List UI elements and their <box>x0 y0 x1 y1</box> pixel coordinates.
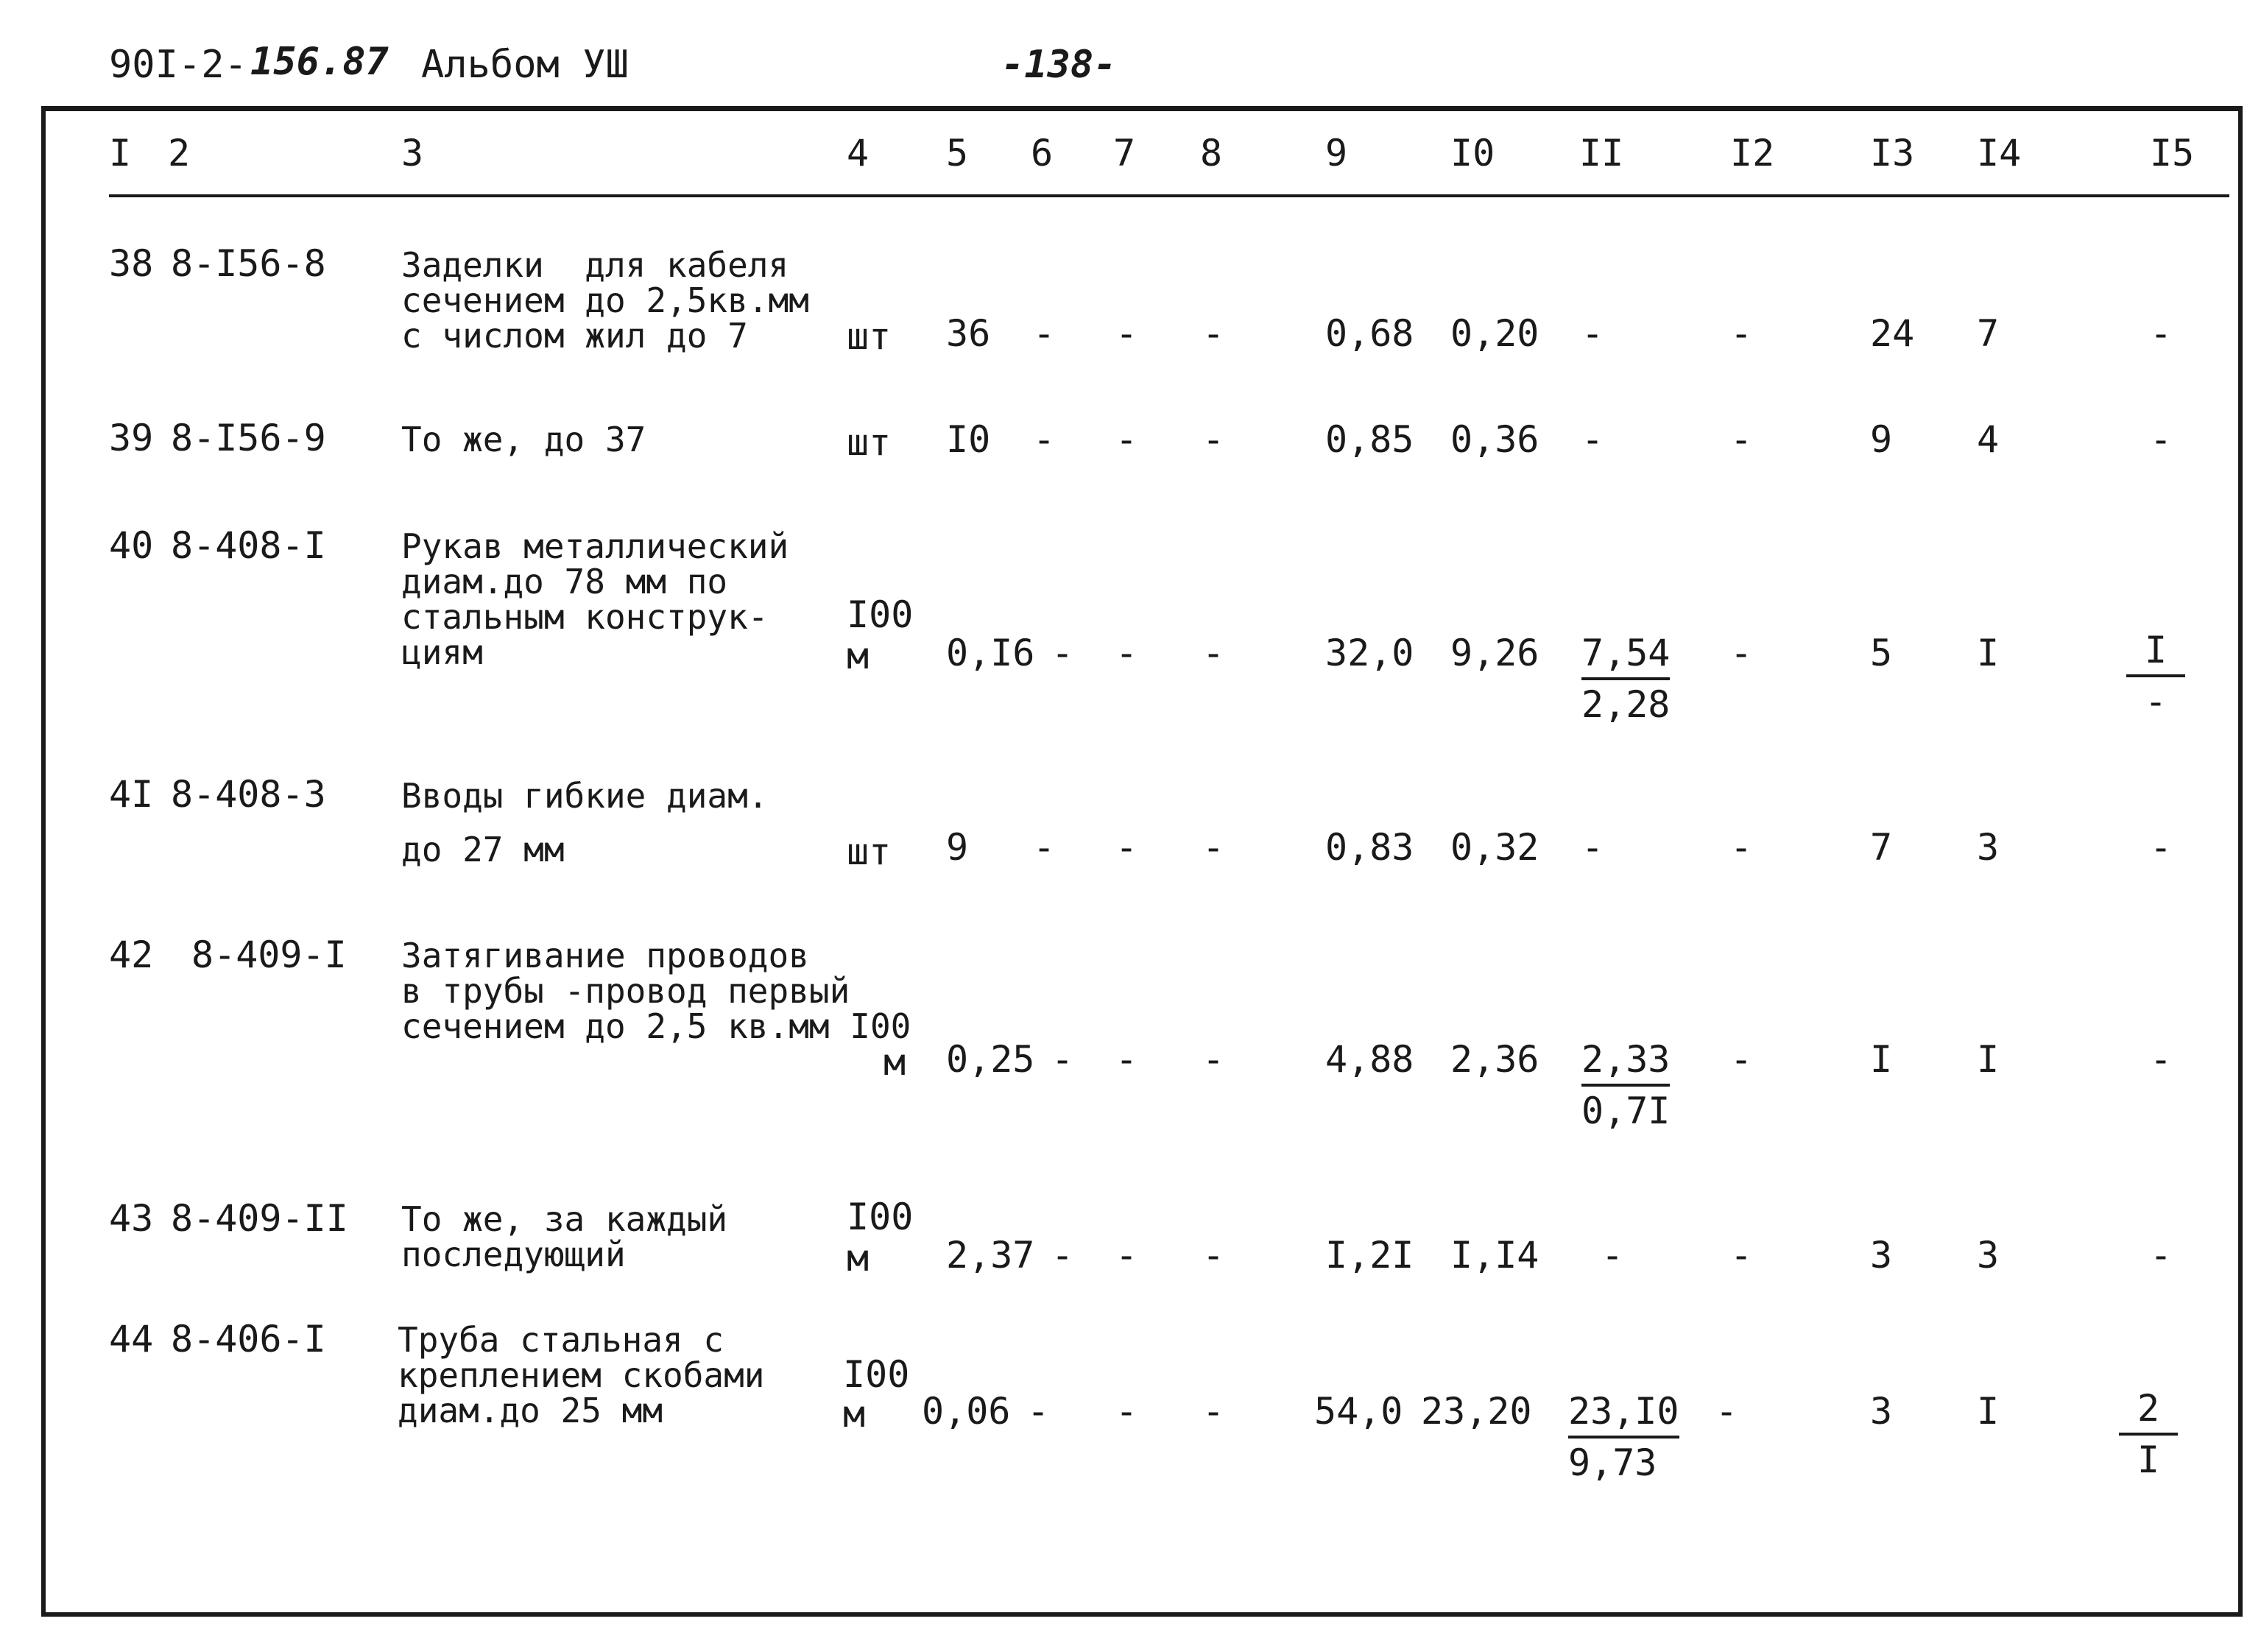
row-col15-fraction <box>2119 1387 2178 1481</box>
fraction-numerator: 2 <box>2119 1390 2178 1436</box>
row-col7: - <box>1115 1038 1138 1081</box>
row-unit: м <box>847 635 870 677</box>
row-col13: 24 <box>1870 312 1915 355</box>
row-description-line: То же, за каждый <box>401 1199 728 1239</box>
column-header-1: I <box>109 132 132 174</box>
row-col7: - <box>1115 312 1138 355</box>
fraction-numerator: 2,33 <box>1581 1041 1670 1087</box>
fraction-denominator: - <box>2144 680 2167 723</box>
column-header-5: 5 <box>946 132 969 174</box>
row-col13: I <box>1870 1038 1893 1081</box>
row-col13: 7 <box>1870 826 1893 869</box>
row-col13: 5 <box>1870 632 1893 674</box>
document-code: 90I-2- <box>109 43 247 87</box>
row-col11: - <box>1581 826 1604 869</box>
row-quantity: 36 <box>946 312 991 355</box>
row-col14: 3 <box>1977 826 2000 869</box>
row-col10: 0,32 <box>1450 826 1539 869</box>
column-header-8: 8 <box>1200 132 1223 174</box>
row-description-line: диам.до 25 мм <box>398 1391 663 1430</box>
row-unit: I00 <box>843 1353 910 1396</box>
row-col6: - <box>1051 632 1074 674</box>
page-number: -138- <box>1001 43 1117 87</box>
fraction-denominator: I <box>2137 1439 2160 1481</box>
row-col8: - <box>1202 1390 1225 1433</box>
row-col6: - <box>1033 826 1056 869</box>
row-col7: - <box>1115 418 1138 461</box>
row-col15: - <box>2150 1234 2173 1277</box>
row-description-line: в трубы -провод первый <box>401 971 850 1011</box>
row-description-line: диам.до 78 мм по <box>401 562 728 601</box>
column-header-13: I3 <box>1870 132 1915 174</box>
row-col15: - <box>2150 418 2173 461</box>
row-col9: I,2I <box>1325 1234 1414 1277</box>
row-unit: м <box>847 1237 870 1279</box>
row-description-line: креплением скобами <box>398 1355 765 1395</box>
fraction-denominator: 2,28 <box>1581 683 1671 726</box>
row-col15: - <box>2150 312 2173 355</box>
column-header-2: 2 <box>168 132 191 174</box>
row-description-line: до 27 мм <box>401 830 565 869</box>
row-col10: 0,20 <box>1450 312 1539 355</box>
row-col13: 9 <box>1870 418 1893 461</box>
row-col14: I <box>1977 632 2000 674</box>
fraction-numerator: I <box>2126 632 2185 677</box>
row-col9: 54,0 <box>1314 1390 1403 1433</box>
fraction-denominator: 9,73 <box>1568 1441 1657 1484</box>
row-number: 42 <box>109 933 154 976</box>
column-header-rule <box>109 194 2229 197</box>
row-number: 39 <box>109 417 154 459</box>
row-col6: - <box>1027 1390 1050 1433</box>
row-col12: - <box>1730 632 1753 674</box>
row-col12: - <box>1715 1390 1738 1433</box>
row-col6: - <box>1051 1038 1074 1081</box>
row-description-line: стальным конструк- <box>401 597 769 637</box>
row-quantity: 2,37 <box>946 1234 1035 1277</box>
row-unit: I00 <box>847 1196 914 1238</box>
column-header-14: I4 <box>1977 132 2022 174</box>
row-description-line: Заделки для кабеля <box>401 245 789 285</box>
fraction-numerator: 23,I0 <box>1568 1393 1679 1439</box>
album-title: Альбом УШ <box>421 43 629 87</box>
row-description-line: Труба стальная с <box>398 1320 724 1360</box>
row-col11: - <box>1601 1234 1624 1277</box>
column-header-9: 9 <box>1325 132 1348 174</box>
column-header-12: I2 <box>1730 132 1775 174</box>
row-description-line: То же, до 37 <box>401 420 646 459</box>
row-quantity: 9 <box>946 826 969 869</box>
row-col14: 7 <box>1977 312 2000 355</box>
row-col10: 0,36 <box>1450 418 1539 461</box>
row-col15: - <box>2150 1038 2173 1081</box>
row-col8: - <box>1202 1038 1225 1081</box>
row-col6: - <box>1033 418 1056 461</box>
row-col9: 32,0 <box>1325 632 1414 674</box>
row-col9: 0,85 <box>1325 418 1414 461</box>
row-unit: шт <box>847 830 892 873</box>
column-header-11: II <box>1579 132 1624 174</box>
row-col15: - <box>2150 826 2173 869</box>
row-unit: шт <box>847 421 892 464</box>
row-description-line: циям <box>401 632 483 672</box>
row-description-line: сечением до 2,5кв.мм <box>401 280 809 320</box>
row-col9: 0,83 <box>1325 826 1414 869</box>
row-col14: 3 <box>1977 1234 2000 1277</box>
row-code: 8-409-II <box>171 1197 348 1240</box>
row-code: 8-I56-9 <box>171 417 326 459</box>
row-col8: - <box>1202 312 1225 355</box>
column-header-6: 6 <box>1031 132 1054 174</box>
row-number: 4I <box>109 773 154 816</box>
row-description-line: Затягивание проводов <box>401 936 809 975</box>
row-col12: - <box>1730 418 1753 461</box>
fraction-numerator: 7,54 <box>1581 635 1670 680</box>
row-code: 8-409-I <box>191 933 347 976</box>
row-code: 8-I56-8 <box>171 242 326 285</box>
column-header-4: 4 <box>847 132 870 174</box>
table-bottom-border <box>41 1612 2243 1617</box>
row-description-line: сечением до 2,5 кв.мм I00 <box>401 1006 911 1046</box>
row-col12: - <box>1730 826 1753 869</box>
row-col8: - <box>1202 632 1225 674</box>
row-description-line: Вводы гибкие диам. <box>401 776 769 816</box>
row-col8: - <box>1202 418 1225 461</box>
row-unit: шт <box>847 315 892 358</box>
row-col11: - <box>1581 418 1604 461</box>
row-col12: - <box>1730 312 1753 355</box>
row-col9: 0,68 <box>1325 312 1414 355</box>
row-col10: I,I4 <box>1450 1234 1539 1277</box>
row-unit: м <box>883 1041 906 1084</box>
document-code-handwritten: 156.87 <box>250 40 389 84</box>
row-col12: - <box>1730 1234 1753 1277</box>
row-col14: 4 <box>1977 418 2000 461</box>
row-number: 44 <box>109 1318 154 1360</box>
table-left-border <box>41 106 46 1617</box>
column-header-3: 3 <box>401 132 424 174</box>
row-col11-fraction <box>1581 632 1671 726</box>
row-col7: - <box>1115 1234 1138 1277</box>
row-unit: I00 <box>847 593 914 636</box>
row-col8: - <box>1202 1234 1225 1277</box>
row-col6: - <box>1033 312 1056 355</box>
row-quantity: I0 <box>946 418 991 461</box>
row-number: 38 <box>109 242 154 285</box>
fraction-denominator: 0,7I <box>1581 1090 1671 1132</box>
row-col14: I <box>1977 1038 2000 1081</box>
row-col8: - <box>1202 826 1225 869</box>
row-col10: 23,20 <box>1421 1390 1532 1433</box>
row-col11-fraction <box>1568 1390 1679 1484</box>
row-quantity: 0,I6 <box>946 632 1035 674</box>
row-col7: - <box>1115 1390 1138 1433</box>
row-number: 43 <box>109 1197 154 1240</box>
table-right-border <box>2238 106 2243 1617</box>
row-col9: 4,88 <box>1325 1038 1414 1081</box>
row-col13: 3 <box>1870 1390 1893 1433</box>
row-quantity: 0,25 <box>946 1038 1035 1081</box>
row-col7: - <box>1115 826 1138 869</box>
row-description-line: с числом жил до 7 <box>401 316 748 356</box>
table-top-border <box>41 106 2243 111</box>
column-header-15: I5 <box>2150 132 2195 174</box>
column-header-10: I0 <box>1450 132 1495 174</box>
row-col11: - <box>1581 312 1604 355</box>
row-code: 8-408-3 <box>171 773 326 816</box>
row-col11-fraction <box>1581 1038 1671 1132</box>
row-col13: 3 <box>1870 1234 1893 1277</box>
row-code: 8-406-I <box>171 1318 326 1360</box>
row-number: 40 <box>109 524 154 567</box>
row-col12: - <box>1730 1038 1753 1081</box>
row-description-line: Рукав металлический <box>401 526 789 566</box>
row-col7: - <box>1115 632 1138 674</box>
column-header-7: 7 <box>1113 132 1136 174</box>
row-col10: 9,26 <box>1450 632 1539 674</box>
row-col14: I <box>1977 1390 2000 1433</box>
row-col10: 2,36 <box>1450 1038 1539 1081</box>
row-code: 8-408-I <box>171 524 326 567</box>
row-quantity: 0,06 <box>922 1390 1011 1433</box>
row-col6: - <box>1051 1234 1074 1277</box>
row-col15-fraction <box>2126 629 2185 723</box>
row-unit: м <box>843 1393 866 1436</box>
row-description-line: последующий <box>401 1235 626 1274</box>
